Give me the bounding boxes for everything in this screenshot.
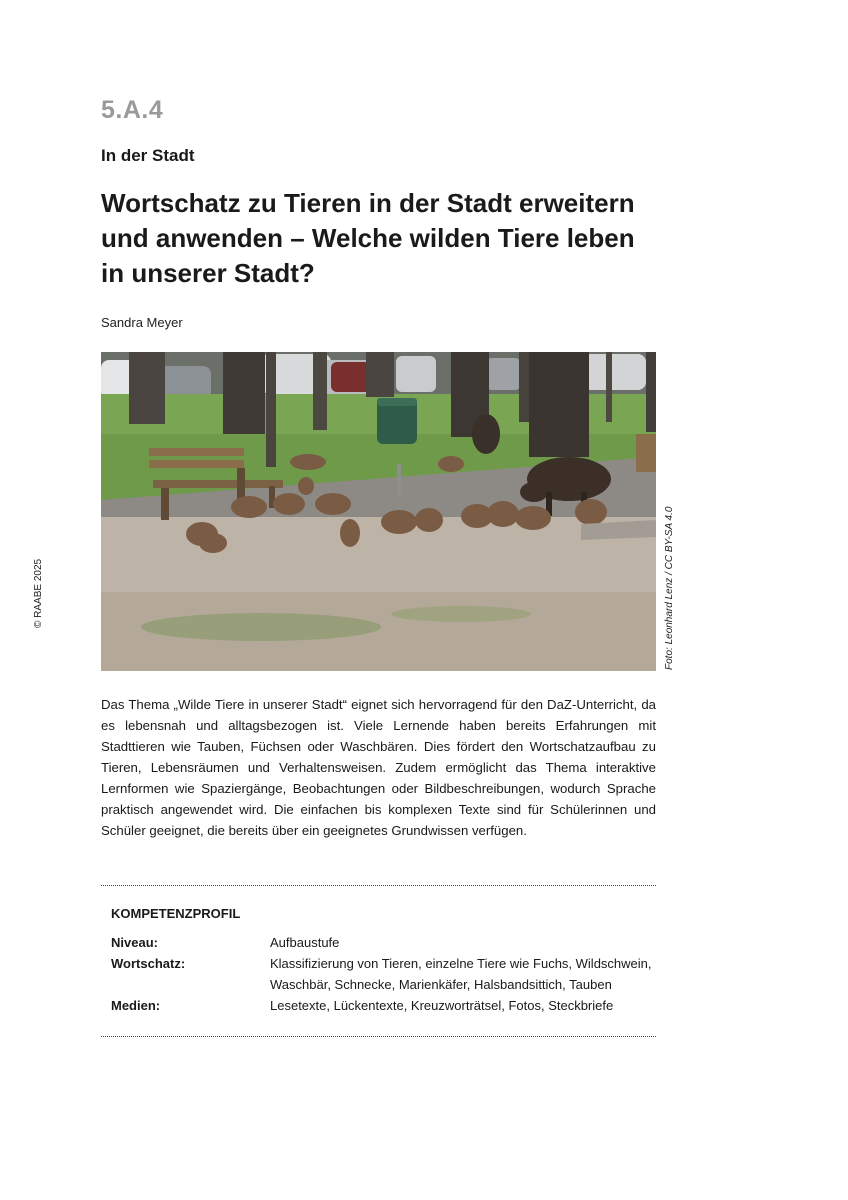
page-title: Wortschatz zu Tieren in der Stadt erweitern und anwenden – Welche wilden Tiere leben in unserer Stadt? bbox=[101, 188, 635, 288]
wild-boar-photo bbox=[101, 352, 656, 671]
divider-top bbox=[101, 885, 656, 886]
kompetenz-row-wortschatz bbox=[111, 953, 656, 995]
photo-credit: Foto: Leonhard Lenz / CC BY-SA 4.0 bbox=[664, 506, 675, 670]
author-name: Sandra Meyer bbox=[101, 315, 183, 330]
kompetenz-value: Klassifizierung von Tieren, einzelne Tiere wie Fuchs, Wildschwein, Waschbär, Schnecke, Marienkäfer, Halsbandsittich, Tauben bbox=[270, 956, 652, 992]
kompetenz-row-medien bbox=[111, 995, 656, 1016]
kompetenzprofil-heading: KOMPETENZPROFIL bbox=[111, 906, 241, 921]
kompetenz-row-niveau bbox=[111, 932, 656, 953]
kompetenz-value: Lesetexte, Lückentexte, Kreuzworträtsel, Fotos, Steckbriefe bbox=[270, 998, 614, 1013]
copyright-notice: © RAABE 2025 bbox=[33, 558, 44, 628]
kompetenz-value: Aufbaustufe bbox=[270, 935, 340, 950]
kompetenz-label: Niveau: bbox=[111, 935, 158, 950]
wild-boar-photo-illustration bbox=[101, 352, 656, 671]
divider-bottom bbox=[101, 1036, 656, 1037]
kompetenz-label: Wortschatz: bbox=[111, 956, 186, 971]
intro-paragraph: Das Thema „Wilde Tiere in unserer Stadt“ eignet sich hervorragend für den DaZ-Unterricht, da es lebensnah und alltagsbezogen ist. Viele Lernende haben bereits Erfahrungen mit Stadttieren wie Tauben, Füchsen oder Waschbären. Dies fördert den Wortschatzaufbau zu Tieren, Lebensräumen und Verhaltensweisen. Zudem ermöglicht das Thema interaktive Lernformen wie Spaziergänge, Beobachtungen oder Bildbeschreibungen, wodurch Sprache praktisch angewendet wird. Die einfachen bis komplexen Texte sind für Schülerinnen und Schüler geeignet, die bereits über ein geeignetes Grundwissen verfügen. bbox=[101, 697, 656, 838]
kompetenz-label: Medien: bbox=[111, 998, 161, 1013]
section-number: 5.A.4 bbox=[101, 96, 164, 124]
chapter-kicker: In der Stadt bbox=[101, 146, 195, 165]
